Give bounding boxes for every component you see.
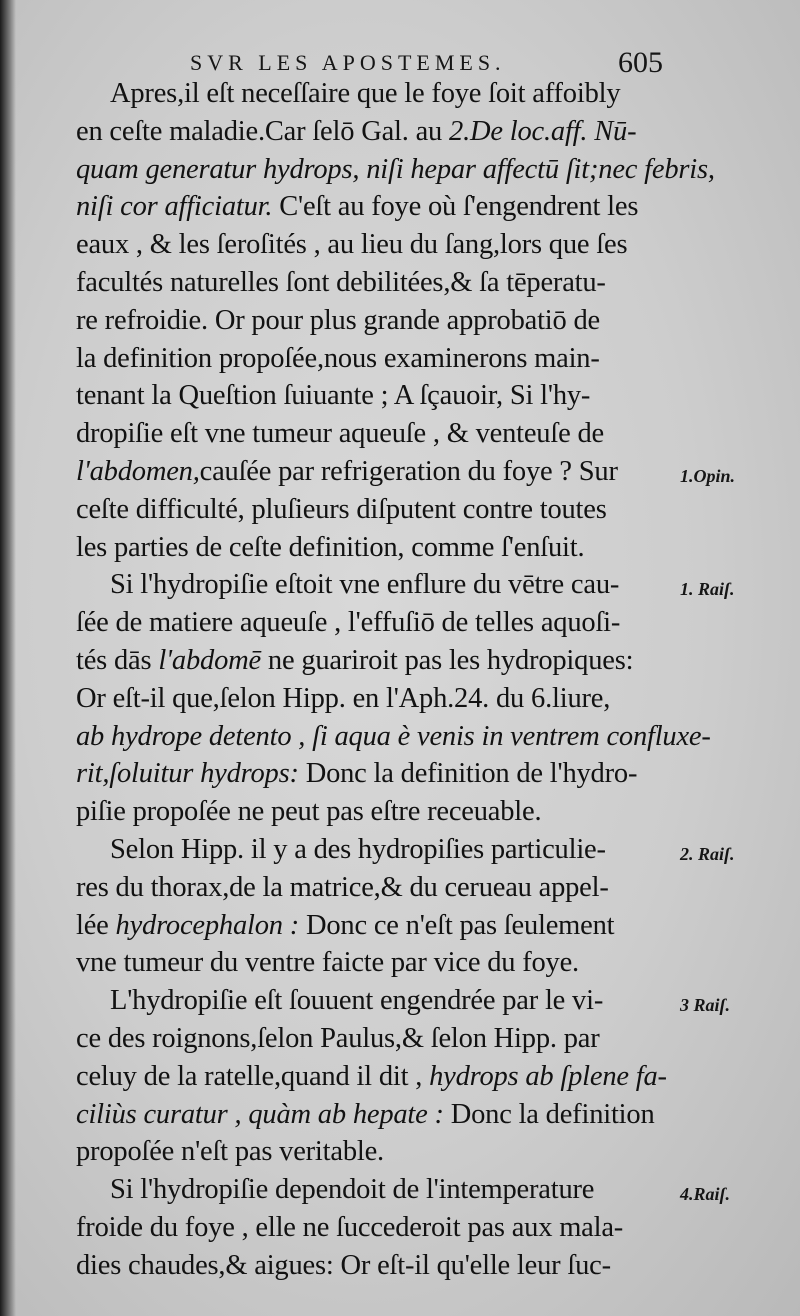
page-number: 605 (618, 46, 663, 79)
text-line (0, 530, 800, 568)
text-line (0, 454, 800, 492)
line-text (76, 267, 606, 299)
roman-span: lée (76, 909, 116, 941)
text-line (0, 983, 800, 1021)
roman-span: tenant la Queſtion ſuiuante ; A ſçauoir, Si l'hy- (76, 380, 591, 412)
roman-span: tés dās (76, 644, 159, 676)
text-line (0, 832, 800, 870)
line-text (76, 947, 579, 979)
text-line (0, 643, 800, 681)
roman-span: piſie propoſée ne peut pas eſtre receuable. (76, 796, 542, 828)
text-line (0, 1097, 800, 1135)
text-line (0, 870, 800, 908)
roman-span: Or eſt-il que,ſelon Hipp. en l'Aph.24. du 6.liure, (76, 682, 611, 714)
line-text (76, 1136, 384, 1168)
roman-span: la definition propoſée,nous examinerons main- (76, 342, 600, 374)
roman-span: Donc la definition de l'hydro- (298, 758, 638, 790)
line-text (76, 343, 600, 375)
text-line (0, 1210, 800, 1248)
roman-span: ceſte difficulté, pluſieurs diſputent contre toutes (76, 493, 607, 525)
line-text (76, 191, 638, 223)
roman-span: froide du foye , elle ne ſuccederoit pas aux mala- (76, 1211, 624, 1243)
text-line (0, 681, 800, 719)
italic-span: quam generatur hydrops, niſi hepar affectū ſit;nec febris, (76, 153, 715, 185)
line-text (76, 721, 711, 753)
line-text (76, 456, 618, 488)
text-line (0, 189, 800, 227)
roman-span: vne tumeur du ventre faicte par vice du foye. (76, 947, 579, 979)
line-text (76, 1099, 655, 1131)
text-line (0, 1248, 800, 1286)
text-line (0, 378, 800, 416)
margin-note: 4.Raiſ. (680, 1184, 731, 1205)
margin-note: 2. Raiſ. (680, 843, 735, 864)
roman-span: Apres,il eſt neceſſaire que le foye ſoit affoibly (110, 78, 621, 109)
line-text (76, 758, 637, 790)
roman-span: eaux , & les ſeroſités , au lieu du ſang,lors que ſes (76, 229, 628, 261)
roman-span: les parties de ceſte definition, comme ſ'enſuit. (76, 531, 585, 563)
text-line (0, 303, 800, 341)
roman-span: propoſée n'eſt pas veritable. (76, 1136, 384, 1168)
roman-span: ne guariroit pas les hydropiques: (260, 644, 634, 676)
line-text (76, 607, 620, 639)
italic-span: 2.De loc.aff. Nū- (449, 115, 637, 147)
italic-span: hydrocephalon : (115, 909, 300, 941)
text-line (0, 265, 800, 303)
line-text (110, 985, 603, 1017)
line-text (76, 683, 610, 715)
line-text (76, 1212, 623, 1244)
roman-span: Si l'hydropiſie dependoit de l'intemperature (110, 1174, 595, 1206)
body-text (0, 76, 800, 1286)
roman-span: ſée de matiere aqueuſe , l'effuſiō de telles aquoſi- (76, 607, 621, 639)
italic-span: ciliùs curatur , quàm ab hepate : (76, 1098, 444, 1130)
line-text (76, 305, 600, 337)
italic-span: hydrops ab ſplene fa- (429, 1060, 667, 1092)
roman-span: Si l'hydropiſie eſtoit vne enflure du vētre cau- (110, 569, 620, 601)
line-text (76, 1250, 611, 1282)
text-line (0, 794, 800, 832)
line-text (76, 532, 584, 564)
text-line (0, 1021, 800, 1059)
italic-span: l'abdomen, (76, 455, 200, 487)
text-line (0, 416, 800, 454)
margin-note: 1. Raiſ. (680, 579, 735, 600)
text-line (0, 756, 800, 794)
text-line (0, 114, 800, 152)
line-text (110, 834, 606, 866)
roman-span: ce des roignons,ſelon Paulus,& ſelon Hipp. par (76, 1022, 600, 1054)
text-line (0, 1134, 800, 1172)
line-text (76, 645, 633, 677)
text-line (0, 605, 800, 643)
roman-span: C'eſt au foye où ſ'engendrent les (272, 191, 639, 223)
text-line (0, 567, 800, 605)
line-text (76, 116, 636, 148)
roman-span: res du thorax,de la matrice,& du cerueau appel- (76, 871, 609, 903)
italic-span: niſi cor afficiatur. (76, 191, 273, 223)
roman-span: dies chaudes,& aigues: Or eſt-il qu'elle leur ſuc- (76, 1249, 611, 1281)
margin-note: 3 Raiſ. (680, 995, 731, 1016)
text-line (0, 908, 800, 946)
line-text (76, 418, 604, 450)
italic-span: rit,ſoluitur hydrops: (76, 758, 299, 790)
text-line (0, 945, 800, 983)
line-text (76, 229, 627, 261)
text-line (0, 152, 800, 190)
text-line (0, 1172, 800, 1210)
italic-span: l'abdomē (158, 644, 261, 676)
roman-span: re refroidie. Or pour plus grande approbatiō de (76, 304, 600, 336)
margin-note: 1.Opin. (680, 465, 736, 486)
running-head: SVR LES APOSTEMES. (190, 50, 506, 75)
text-line (0, 227, 800, 265)
line-text (76, 494, 607, 526)
line-text (76, 154, 715, 186)
text-line (0, 1059, 800, 1097)
text-line (0, 719, 800, 757)
roman-span: Donc la definition (443, 1098, 655, 1130)
line-text (76, 380, 590, 412)
roman-span: Selon Hipp. il y a des hydropiſies particulie- (110, 833, 606, 865)
roman-span: celuy de la ratelle,quand il dit , (76, 1060, 430, 1092)
text-line (0, 492, 800, 530)
roman-span: dropiſie eſt vne tumeur aqueuſe , & venteuſe de (76, 418, 604, 450)
roman-span: Donc ce n'eſt pas ſeulement (299, 909, 615, 941)
line-text (76, 910, 614, 942)
line-text (110, 78, 620, 110)
line-text (76, 1061, 667, 1093)
italic-span: ab hydrope detento , ſi aqua è venis in ventrem confluxe- (76, 720, 711, 752)
roman-span: facultés naturelles ſont debilitées,& ſa tēperatu- (76, 266, 606, 298)
roman-span: en ceſte maladie.Car ſelō Gal. au (76, 115, 450, 147)
line-text (76, 1023, 600, 1055)
line-text (76, 796, 541, 828)
text-line (0, 341, 800, 379)
line-text (110, 569, 619, 601)
roman-span: L'hydropiſie eſt ſouuent engendrée par le vi- (110, 985, 604, 1017)
text-line (0, 76, 800, 114)
line-text (110, 1174, 594, 1206)
line-text (76, 872, 609, 904)
roman-span: cauſée par refrigeration du foye ? Sur (199, 455, 618, 487)
